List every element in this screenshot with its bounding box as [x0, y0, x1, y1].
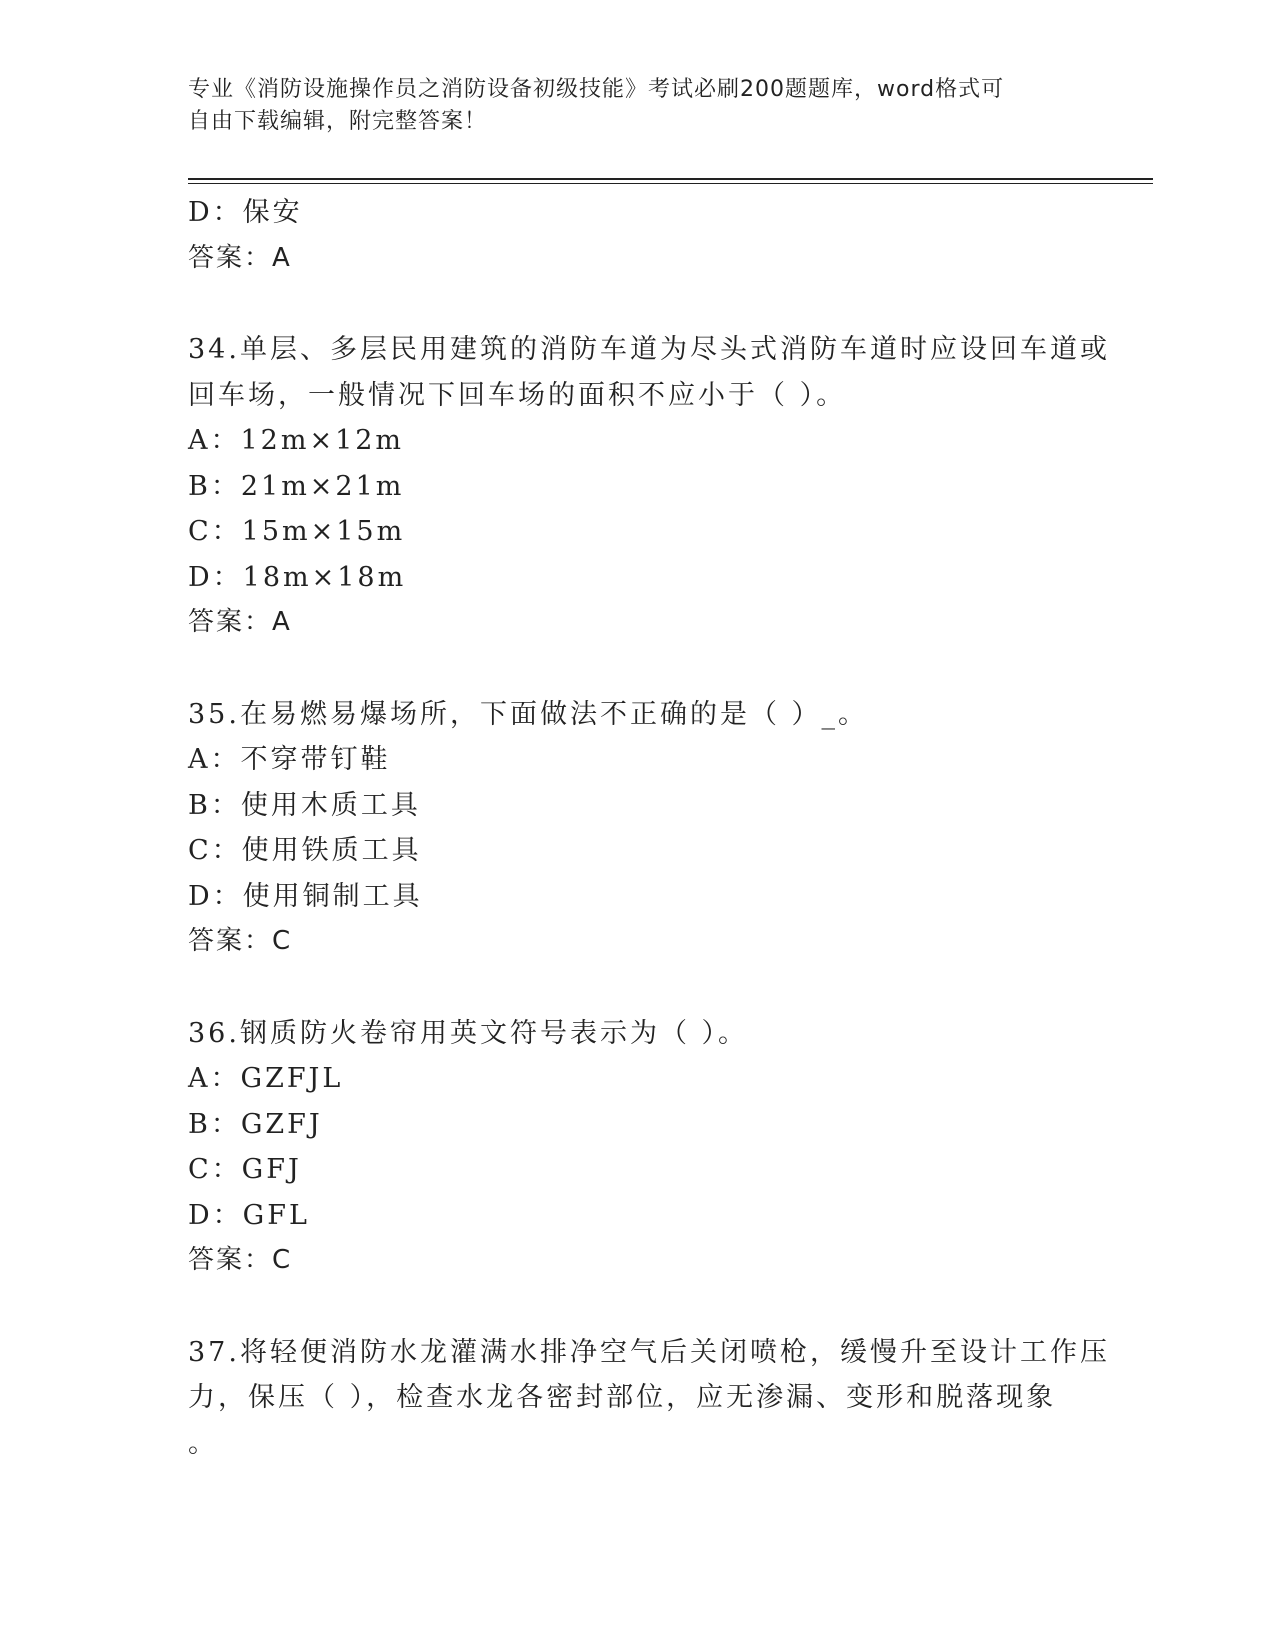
header-line-2: 自由下载编辑，附完整答案！ [188, 109, 488, 134]
q34-stem-line-1: 34.单层、多层民用建筑的消防车道为尽头式消防车道时应设回车道或 [188, 334, 1110, 365]
header-line-1: 专业《消防设施操作员之消防设备初级技能》考试必刷200题题库，word格式可 [188, 77, 1005, 102]
prev-option-d: D：保安 [188, 197, 303, 228]
q35-stem-line-1: 35.在易燃易爆场所，下面做法不正确的是（ ）_。 [188, 698, 869, 730]
q35-answer: 答案：C [188, 926, 293, 956]
q36-option-d: D：GFL [188, 1199, 310, 1231]
q34-option-d: D：18m×18m [188, 561, 407, 593]
header-rule-thick [188, 178, 1153, 180]
q35-option-d: D：使用铜制工具 [188, 880, 423, 912]
q34-option-a: A：12m×12m [188, 425, 405, 456]
page-header [188, 74, 1068, 138]
q36-option-c: C：GFJ [188, 1154, 302, 1185]
q35-option-a: A：不穿带钉鞋 [188, 744, 391, 775]
q36-option-b: B：GZFJ [188, 1108, 323, 1140]
q37-stem-line-3: 。 [188, 1427, 218, 1459]
header-rule-thin [188, 183, 1153, 184]
q34-option-c: C：15m×15m [188, 516, 406, 547]
q36-stem-line-1: 36.钢质防火卷帘用英文符号表示为（ ）。 [188, 1017, 749, 1049]
q37-stem-line-1: 37.将轻便消防水龙灌满水排净空气后关闭喷枪，缓慢升至设计工作压 [188, 1336, 1110, 1368]
q36-option-a: A：GZFJL [188, 1063, 344, 1094]
question-list [188, 190, 1110, 1466]
q34-answer: 答案：A [188, 607, 292, 637]
q35-option-b: B：使用木质工具 [188, 789, 421, 821]
prev-answer: 答案：A [188, 242, 292, 273]
q35-option-c: C：使用铁质工具 [188, 835, 422, 866]
q36-answer: 答案：C [188, 1245, 293, 1275]
q37-stem-line-2: 力，保压（ ），检查水龙各密封部位，应无渗漏、变形和脱落现象 [188, 1382, 1057, 1413]
q34-stem-line-2: 回车场，一般情况下回车场的面积不应小于（ ）。 [188, 379, 847, 411]
q34-option-b: B：21m×21m [188, 470, 405, 502]
